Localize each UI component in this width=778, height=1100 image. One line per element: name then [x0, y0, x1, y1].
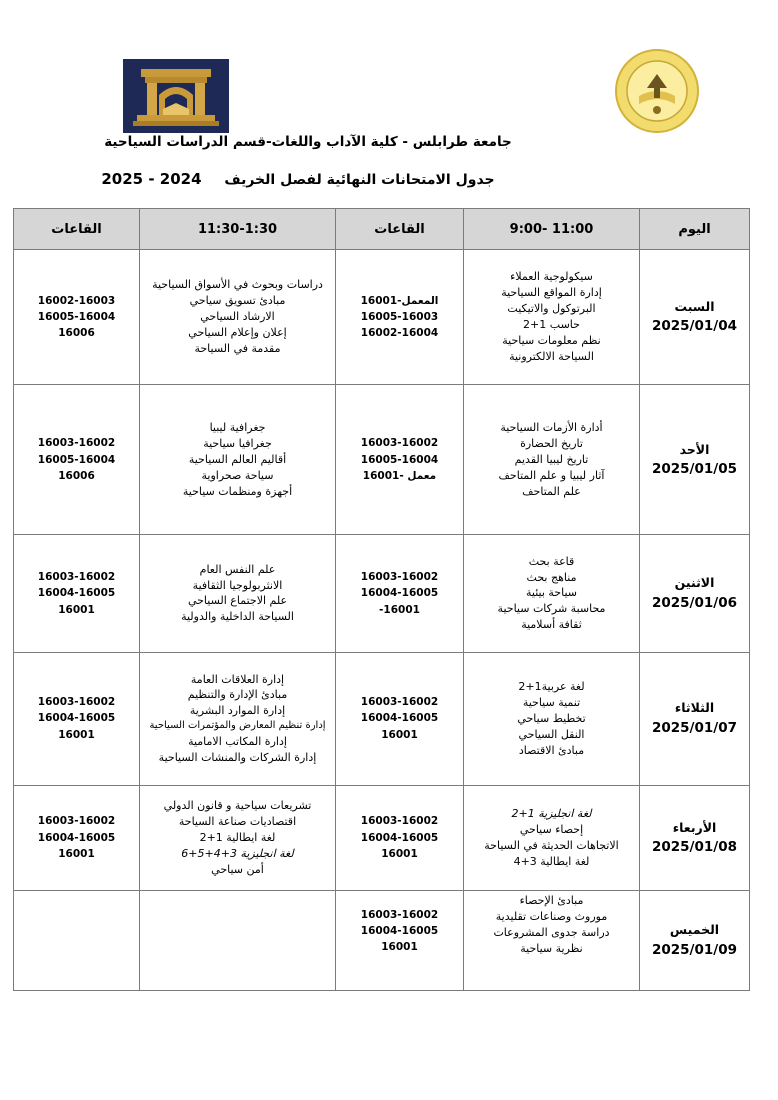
subject: علم الاجتماع السياحي — [187, 594, 288, 608]
subject: البرتوكول والاتيكيت — [507, 302, 596, 316]
subject: حاسب 1+2 — [523, 318, 580, 332]
slot1-rooms — [336, 890, 464, 990]
subject: الاتجاهات الحديثة في السياحة — [484, 838, 619, 852]
subject: مناهج بحث — [526, 570, 577, 584]
room: 16003-16002 — [360, 815, 439, 828]
slot2-rooms — [14, 890, 140, 990]
subject: أدارة الأزمات السياحية — [500, 420, 603, 434]
subject: لغة انجليزية 1+2 — [511, 806, 592, 820]
room: 16001 — [58, 847, 95, 860]
slot2-subjects — [140, 385, 336, 535]
table-row — [14, 385, 750, 535]
header-rooms1: القاعات — [336, 209, 464, 250]
subject: جغرافية ليبيا — [209, 420, 266, 434]
subject: سيكولوجية العملاء — [510, 270, 593, 284]
subject: إدارة المواقع السياحية — [501, 286, 602, 300]
subject: موروث وصناعات تقليدية — [495, 909, 608, 923]
room: 16004-16005 — [360, 831, 439, 844]
subject: النقل السياحي — [518, 727, 585, 741]
day-name: الخميس — [669, 922, 720, 938]
day-date: 2025/01/06 — [651, 594, 737, 611]
subject: الارشاد السياحي — [200, 310, 275, 324]
subject: قاعة بحث — [528, 554, 575, 568]
subject: إدارة العلاقات العامة — [190, 672, 285, 686]
subject: اقتصاديات صناعة السياحة — [178, 814, 297, 828]
table-header-row — [14, 209, 750, 250]
day-name: الأحد — [679, 441, 710, 457]
room: 16001- معمل — [362, 469, 437, 482]
table-row — [14, 890, 750, 990]
slot1-subjects — [464, 250, 640, 385]
subject: لغة انجليزية 3+4+5+6 — [181, 846, 294, 860]
subject: مبادئ الإدارة والتنظيم — [187, 688, 288, 702]
room: 16003-16002 — [37, 815, 116, 828]
slot2-rooms — [14, 385, 140, 535]
slot2-subjects — [140, 652, 336, 785]
room: 16005-16004 — [37, 310, 116, 323]
room: -16001 — [379, 603, 420, 616]
day-cell — [640, 652, 750, 785]
room: المعمل-16001 — [360, 294, 439, 307]
room: 16003-16002 — [37, 437, 116, 450]
slot2-subjects — [140, 890, 336, 990]
subject: جغرافيا سياحية — [203, 436, 272, 450]
day-name: الاثنين — [674, 575, 715, 591]
day-date: 2025/01/05 — [651, 460, 737, 477]
room: 16005-16003 — [360, 310, 439, 323]
subject: مبادئ الإحصاء — [519, 893, 584, 907]
slot2-rooms — [14, 652, 140, 785]
subject: تاريخ ليبيا القديم — [514, 452, 589, 466]
subject: أقاليم العالم السياحية — [188, 452, 287, 466]
room: 16001 — [381, 941, 418, 954]
page-subtitle — [18, 170, 578, 188]
faculty-logo — [123, 59, 229, 133]
header-day: اليوم — [640, 209, 750, 250]
header-slot1: 9:00- 11:00 — [464, 209, 640, 250]
slot1-subjects — [464, 890, 640, 990]
exam-schedule-table — [13, 208, 750, 991]
room: 16003-16002 — [360, 696, 439, 709]
room: 16004-16005 — [360, 587, 439, 600]
day-cell — [640, 385, 750, 535]
room: 16004-16005 — [37, 831, 116, 844]
table-row — [14, 785, 750, 890]
slot2-rooms — [14, 250, 140, 385]
day-name: الأربعاء — [672, 819, 717, 835]
academic-years: 2024 - 2025 — [101, 170, 202, 188]
table-row — [14, 652, 750, 785]
subject: الانثربولوجيا الثقافية — [192, 578, 283, 592]
slot2-rooms — [14, 785, 140, 890]
room: 16004-16005 — [37, 712, 116, 725]
subject: إحصاء سياحي — [519, 822, 584, 836]
room: 16001 — [381, 847, 418, 860]
subject: مبادئ تسويق سياحي — [189, 294, 286, 308]
subject: ثقافة أسلامية — [521, 618, 582, 632]
subject: تاريخ الحضارة — [520, 436, 583, 450]
subject: أجهزة ومنظمات سياحية — [182, 484, 293, 498]
page-title: جامعة طرابلس - كلية الآداب واللغات-قسم الدراسات السياحية — [104, 134, 512, 150]
subject: إعلان وإعلام السياحي — [188, 326, 287, 340]
day-cell — [640, 890, 750, 990]
university-seal — [614, 48, 700, 134]
slot1-rooms — [336, 535, 464, 652]
room: 16003-16002 — [37, 696, 116, 709]
header-slot2: 11:30-1:30 — [140, 209, 336, 250]
slot2-subjects — [140, 785, 336, 890]
header-rooms2: القاعات — [14, 209, 140, 250]
subject: لغة ايطالية 1+2 — [199, 830, 276, 844]
subject: نظم معلومات سياحية — [502, 334, 601, 348]
day-date: 2025/01/08 — [651, 838, 737, 855]
subject: تخطيط سياحي — [517, 711, 586, 725]
table-row — [14, 535, 750, 652]
day-date: 2025/01/07 — [651, 719, 737, 736]
room: 16003-16002 — [360, 908, 439, 921]
subject: إدارة تنظيم المعارض والمؤتمرات السياحية — [149, 720, 326, 732]
subject: إدارة المكاتب الامامية — [188, 734, 287, 748]
slot1-rooms — [336, 385, 464, 535]
room: 16003-16002 — [37, 571, 116, 584]
subject: سياحة بيئية — [526, 586, 577, 600]
slot1-subjects — [464, 785, 640, 890]
room: 16002-16004 — [360, 327, 439, 340]
subject: تشريعات سياحية و قانون الدولي — [163, 798, 312, 812]
slot1-rooms — [336, 785, 464, 890]
room: 16001 — [58, 728, 95, 741]
room: 16002-16003 — [37, 294, 116, 307]
subtitle-text: جدول الامتحانات النهائية لفصل الخريف — [224, 172, 495, 188]
day-cell — [640, 785, 750, 890]
subject: محاسبة شركات سياحية — [497, 602, 606, 616]
subject: مبادئ الاقتصاد — [518, 743, 585, 757]
day-cell — [640, 250, 750, 385]
room: 16001 — [58, 603, 95, 616]
subject: دراسات وبحوث في الأسواق السياحية — [152, 278, 323, 292]
room: 16004-16005 — [360, 712, 439, 725]
slot1-subjects — [464, 652, 640, 785]
subject: تنمية سياحية — [522, 695, 581, 709]
day-name: الثلاثاء — [674, 700, 715, 716]
subject: إدارة الشركات والمنشات السياحية — [158, 750, 317, 764]
room: 16001 — [381, 728, 418, 741]
subject: دراسة جدوى المشروعات — [493, 925, 610, 939]
subject: لغة عربية1+2 — [518, 679, 585, 693]
room: 16005-16004 — [360, 453, 439, 466]
day-date: 2025/01/09 — [651, 941, 737, 958]
room: 16006 — [58, 327, 95, 340]
subject: لغة ايطالية 3+4 — [513, 854, 590, 868]
room: 16003-16002 — [360, 437, 439, 450]
subject: مقدمة في السياحة — [194, 341, 281, 355]
subject: آثار ليبيا و علم المتاحف — [498, 468, 605, 482]
slot2-subjects — [140, 250, 336, 385]
subject: سياحة صحراوية — [201, 468, 274, 482]
room: 16004-16005 — [360, 925, 439, 938]
subject: علم النفس العام — [199, 562, 276, 576]
room: 16006 — [58, 469, 95, 482]
slot1-subjects — [464, 535, 640, 652]
slot1-rooms — [336, 250, 464, 385]
room: 16003-16002 — [360, 571, 439, 584]
day-cell — [640, 535, 750, 652]
subject: نظرية سياحية — [520, 941, 583, 955]
slot1-rooms — [336, 652, 464, 785]
subject: السياحة الداخلية والدولية — [181, 610, 294, 624]
room: 16004-16005 — [37, 587, 116, 600]
subject: علم المتاحف — [522, 484, 581, 498]
day-name: السبت — [674, 298, 715, 314]
slot2-subjects — [140, 535, 336, 652]
subject: إدارة الموارد البشرية — [189, 704, 286, 718]
day-date: 2025/01/04 — [651, 318, 737, 335]
slot2-rooms — [14, 535, 140, 652]
room: 16005-16004 — [37, 453, 116, 466]
subject: أمن سياحي — [211, 862, 264, 876]
slot1-subjects — [464, 385, 640, 535]
subject: السياحة الالكترونية — [509, 349, 594, 363]
table-row — [14, 250, 750, 385]
